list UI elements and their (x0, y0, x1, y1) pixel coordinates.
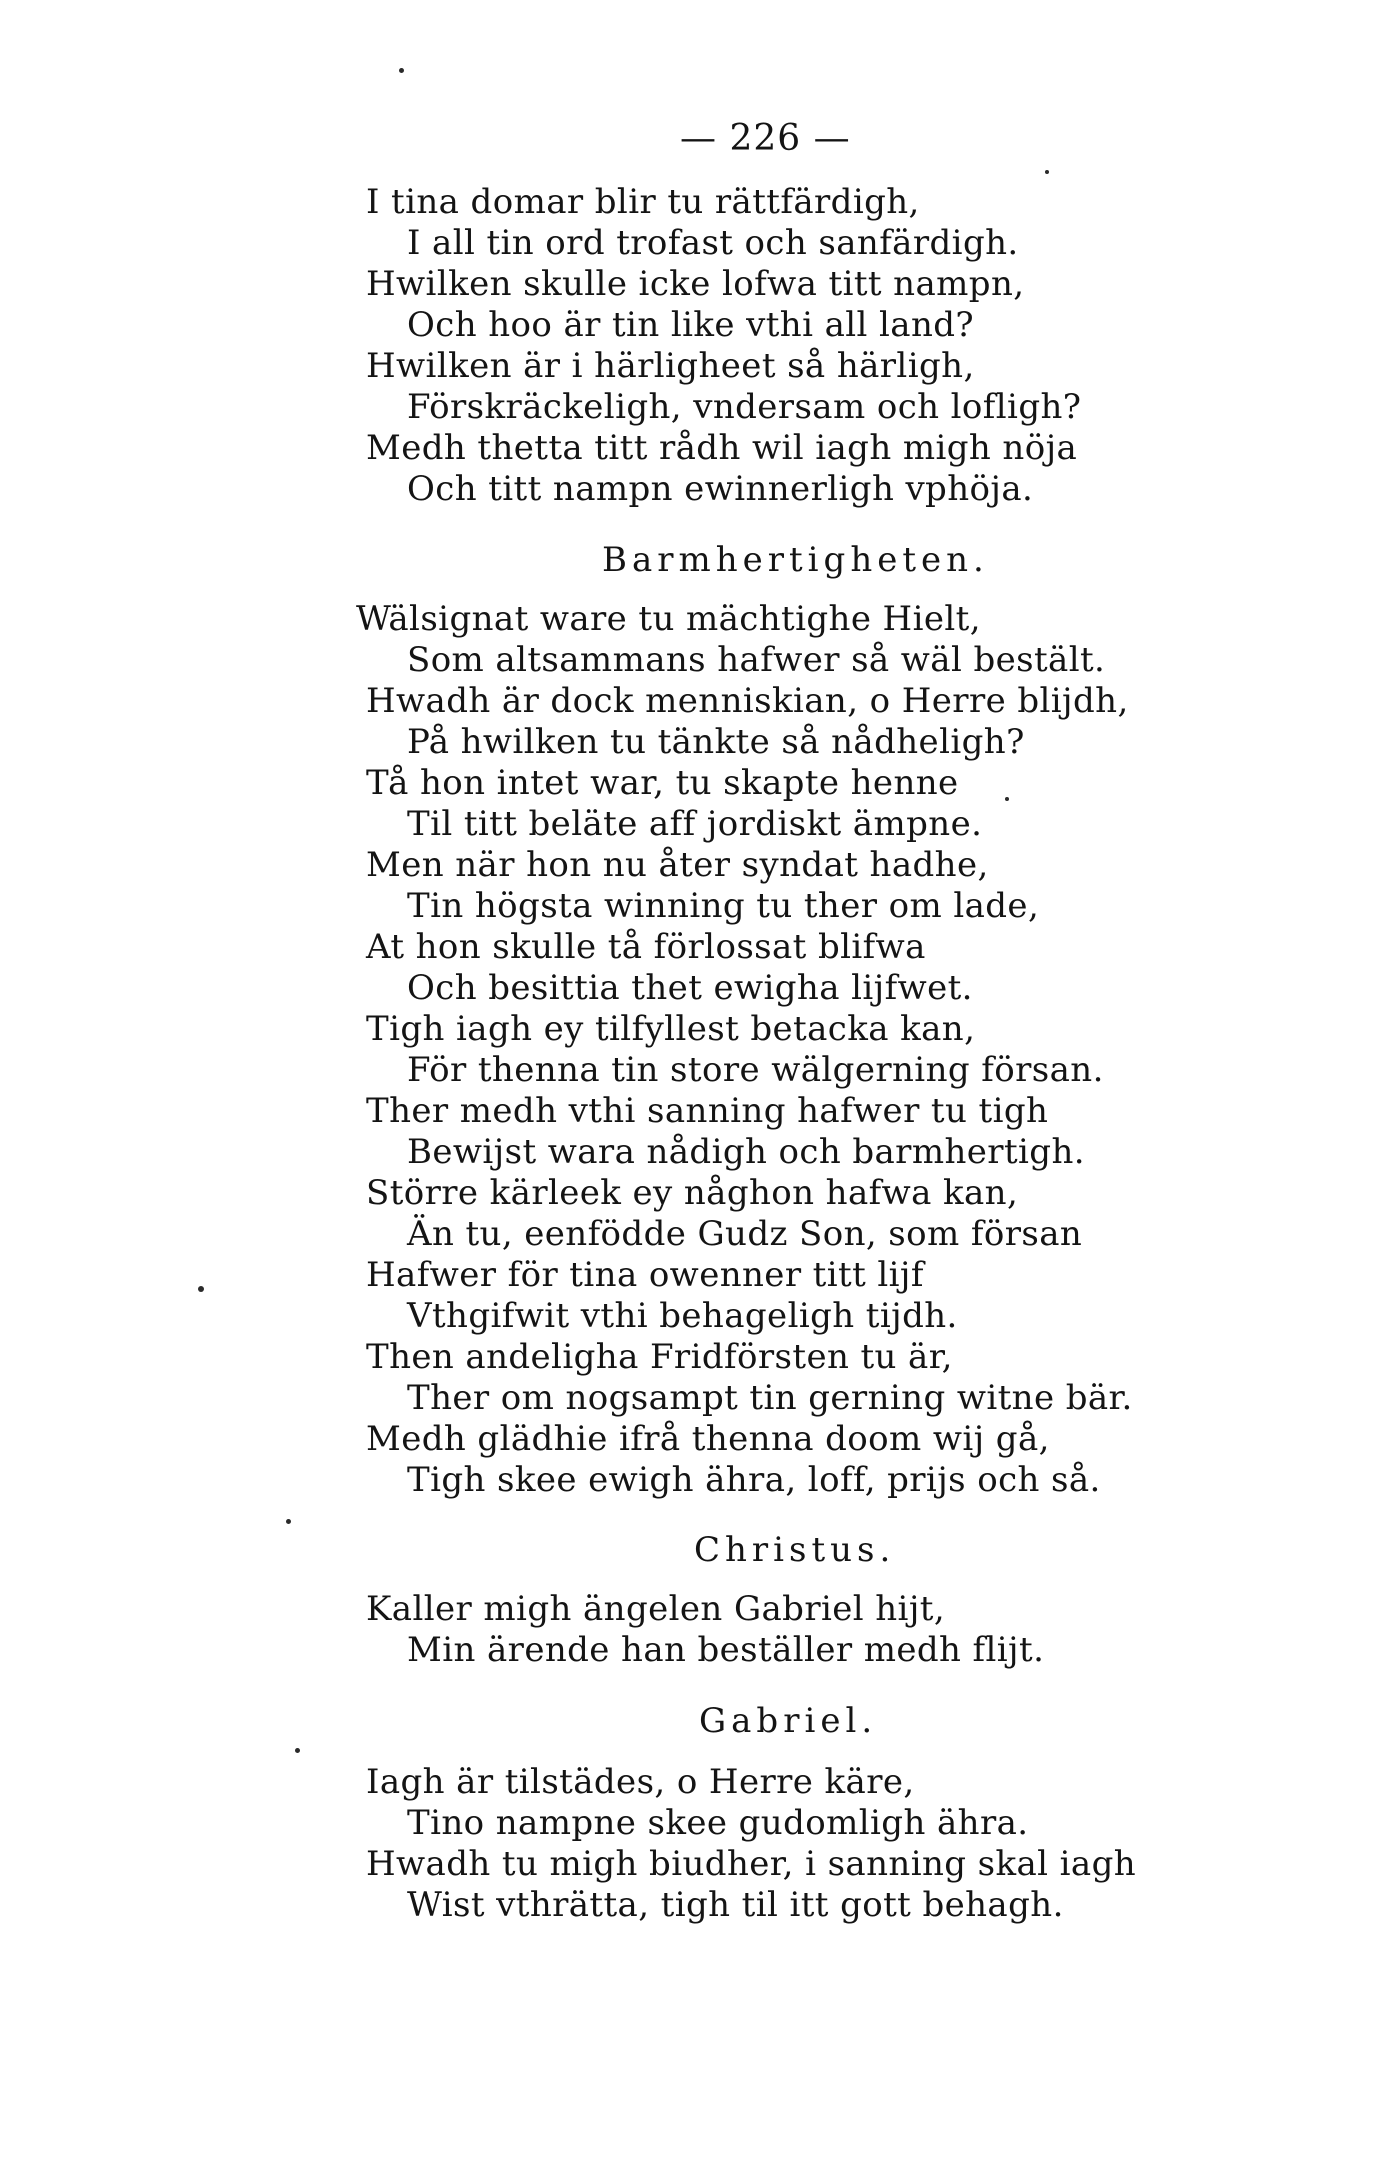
section-heading: Gabriel. (699, 1701, 878, 1741)
verse-line: Hafwer för tina owenner titt lijf (366, 1255, 924, 1295)
verse-line: Och hoo är tin like vthi all land? (407, 305, 975, 345)
verse-line: Större kärleek ey någhon hafwa kan, (366, 1173, 1019, 1213)
verse-line: Medh thetta titt rådh wil iagh migh nöja (366, 428, 1078, 468)
verse-line: Som altsammans hafwer så wäl bestält. (407, 640, 1106, 680)
verse-line: Iagh är tilstädes, o Herre käre, (366, 1762, 915, 1802)
verse-line: I tina domar blir tu rättfärdigh, (366, 182, 920, 222)
verse-line: På hwilken tu tänkte så nådheligh? (407, 722, 1025, 762)
verse-line: Än tu, eenfödde Gudz Son, som försan (407, 1214, 1083, 1254)
verse-line: Hwadh är dock menniskian, o Herre blijdh, (366, 681, 1129, 721)
verse-line: Och titt nampn ewinnerligh vphöja. (407, 469, 1034, 509)
page-number: — 226 — (680, 118, 851, 159)
verse-line: Vthgifwit vthi behageligh tijdh. (407, 1296, 958, 1336)
verse-line: Bewijst wara nådigh och barmhertigh. (407, 1132, 1085, 1172)
section-heading: Christus. (694, 1530, 896, 1570)
verse-line: Til titt beläte aff jordiskt ämpne. (407, 804, 983, 844)
verse-line: Tino nampne skee gudomligh ähra. (407, 1803, 1029, 1843)
verse-line: At hon skulle tå förlossat blifwa (366, 927, 926, 967)
verse-line: Ther medh vthi sanning hafwer tu tigh (366, 1091, 1049, 1131)
verse-line: Wälsignat ware tu mächtighe Hielt, (356, 599, 981, 639)
verse-line: Min ärende han beställer medh flijt. (407, 1630, 1045, 1670)
verse-line: Medh glädhie ifrå thenna doom wij gå, (366, 1419, 1050, 1459)
verse-line: Men när hon nu åter syndat hadhe, (366, 845, 989, 885)
verse-line: Tigh iagh ey tilfyllest betacka kan, (366, 1009, 976, 1049)
ink-speck (399, 68, 404, 73)
verse-line: Tin högsta winning tu ther om lade, (407, 886, 1040, 926)
verse-line: Förskräckeligh, vndersam och lofligh? (407, 387, 1082, 427)
verse-line: Tigh skee ewigh ähra, loff, prijs och så. (407, 1460, 1101, 1500)
verse-line: Hwilken är i härligheet så härligh, (366, 346, 975, 386)
ink-speck (1045, 170, 1049, 174)
verse-line: Hwilken skulle icke lofwa titt nampn, (366, 264, 1025, 304)
section-heading: Barmhertigheten. (602, 540, 989, 580)
verse-line: För thenna tin store wälgerning försan. (407, 1050, 1104, 1090)
verse-line: I all tin ord trofast och sanfärdigh. (407, 223, 1019, 263)
verse-line: Ther om nogsampt tin gerning witne bär. (407, 1378, 1133, 1418)
verse-line: Kaller migh ängelen Gabriel hijt, (366, 1589, 946, 1629)
ink-speck (295, 1748, 300, 1753)
verse-line: Och besittia thet ewigha lijfwet. (407, 968, 973, 1008)
ink-speck (1005, 797, 1009, 801)
verse-line: Wist vthrätta, tigh til itt gott behagh. (407, 1885, 1064, 1925)
verse-line: Then andeligha Fridförsten tu är, (366, 1337, 953, 1377)
ink-speck (198, 1286, 204, 1292)
verse-line: Tå hon intet war, tu skapte henne (366, 763, 959, 803)
verse-line: Hwadh tu migh biudher, i sanning skal iagh (366, 1844, 1137, 1884)
ink-speck (286, 1519, 291, 1524)
